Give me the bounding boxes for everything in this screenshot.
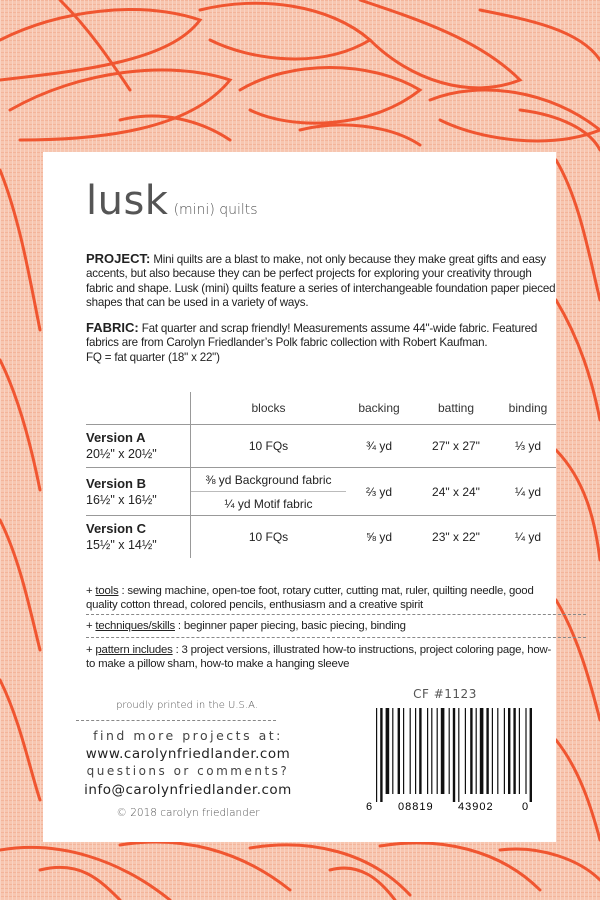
version-b-cell	[86, 468, 191, 516]
barcode-bar	[437, 708, 438, 794]
fq-note: FQ = fat quarter (18" x 22")	[86, 350, 220, 364]
project-label: PROJECT:	[86, 251, 151, 266]
table-row-version-c	[86, 516, 556, 559]
version-b-batting: 24" x 24"	[412, 468, 500, 516]
barcode-bar	[415, 708, 416, 794]
barcode-bar	[392, 708, 393, 794]
barcode-bar	[497, 708, 498, 794]
printed-note: proudly printed in the U.S.A.	[116, 700, 258, 711]
pattern-label: pattern includes	[95, 644, 173, 656]
header-empty	[86, 392, 191, 425]
table-row-version-b	[86, 468, 556, 492]
barcode-digits-right: 43902	[458, 801, 494, 813]
requirements-table	[86, 392, 556, 558]
pattern-text: : 3 project versions, illustrated how-to instructions, project coloring page, how-to make a pillow sham, how-to make a hanging sleeve	[86, 644, 552, 670]
table-row-version-a	[86, 425, 556, 468]
pattern-title	[86, 178, 258, 224]
version-a-cell	[86, 425, 191, 468]
divider	[86, 614, 586, 615]
barcode-bar	[519, 708, 520, 794]
techniques-text: : beginner paper piecing, basic piecing, binding	[174, 620, 406, 632]
barcode-bar	[492, 708, 493, 794]
barcode-bar	[504, 708, 505, 794]
barcode-bar	[419, 708, 421, 794]
header-binding: binding	[508, 401, 548, 415]
divider	[86, 637, 586, 638]
version-c-name: Version C	[86, 521, 146, 536]
questions-label: questions or comments?	[86, 764, 290, 778]
barcode-bar	[470, 708, 472, 794]
barcode-bar	[376, 708, 377, 802]
version-a-name: Version A	[86, 430, 146, 445]
version-a-blocks: 10 FQs	[191, 425, 347, 468]
barcode-bar	[403, 708, 404, 794]
barcode-bar	[398, 708, 400, 794]
barcode-digit-first: 6	[366, 801, 373, 813]
barcode-bar	[431, 708, 432, 794]
version-a-size: 20½" x 20½"	[86, 447, 157, 461]
content-card	[43, 152, 556, 842]
fabric-paragraph	[86, 321, 556, 365]
header-blocks: blocks	[191, 392, 347, 425]
version-a-batting: 27" x 27"	[412, 425, 500, 468]
barcode-bar	[525, 708, 526, 794]
version-c-blocks: 10 FQs	[191, 516, 347, 559]
barcode	[362, 704, 532, 814]
barcode-digit-last: 0	[522, 801, 529, 813]
techniques-prefix: +	[86, 620, 96, 632]
version-c-binding: ¼ yd	[500, 516, 556, 559]
barcode-bar	[458, 708, 459, 802]
website-link[interactable]: www.carolynfriedlander.com	[85, 746, 291, 762]
email-link[interactable]: info@carolynfriedlander.com	[84, 782, 292, 798]
barcode-bar	[530, 708, 532, 802]
version-a-binding: ⅓ yd	[500, 425, 556, 468]
barcode-digits-left: 08819	[398, 801, 434, 813]
techniques-note	[86, 619, 556, 633]
pattern-includes-note	[86, 643, 556, 671]
tools-label: tools	[95, 585, 119, 597]
barcode-bar	[465, 708, 466, 794]
version-b-blocks-background: ⅜ yd Background fabric	[191, 468, 347, 492]
project-text: Mini quilts are a blast to make, not only because they make great gifts and easy accents, but also because they can be perfect projects for exploring your creativity through fabric and shape. Lusk (mini) quilts feature a series of interchangeable foundation paper pieced shapes that can be used in a variety of ways.	[86, 253, 556, 310]
techniques-label: techniques/skills	[95, 620, 175, 632]
barcode-bar	[476, 708, 477, 794]
copyright: © 2018 carolyn friedlander	[116, 807, 260, 819]
barcode-bar	[427, 708, 428, 794]
version-b-name: Version B	[86, 475, 146, 491]
tools-note	[86, 584, 556, 612]
header-backing: backing	[358, 401, 400, 415]
barcode-bar	[513, 708, 515, 794]
title-sub: (mini) quilts	[173, 202, 258, 218]
barcode-bar	[380, 708, 382, 802]
version-c-size: 15½" x 14½"	[86, 538, 157, 552]
pattern-prefix: +	[86, 644, 96, 656]
barcode-bar	[410, 708, 411, 794]
version-c-cell	[86, 516, 191, 559]
product-code: CF #1123	[413, 687, 477, 701]
barcode-bar	[386, 708, 390, 794]
barcode-bar	[449, 708, 450, 794]
version-b-backing: ⅔ yd	[346, 468, 412, 516]
barcode-bar	[486, 708, 488, 794]
barcode-bar	[441, 708, 445, 794]
title-main: lusk	[86, 178, 169, 224]
version-a-backing: ¾ yd	[346, 425, 412, 468]
barcode-bar	[480, 708, 484, 794]
barcode-bar	[508, 708, 510, 794]
find-more-label: find more projects at:	[93, 728, 283, 743]
fabric-text: Fat quarter and scrap friendly! Measurements assume 44"-wide fabric. Featured fabrics are from Carolyn Friedlander’s Polk fabric collection with Robert Kaufman.	[86, 322, 538, 350]
version-b-binding: ¼ yd	[500, 468, 556, 516]
footer-divider	[76, 720, 276, 721]
tools-prefix: +	[86, 585, 96, 597]
barcode-bar	[453, 708, 455, 802]
fabric-label: FABRIC:	[86, 320, 139, 335]
version-c-batting: 23" x 22"	[412, 516, 500, 559]
project-paragraph	[86, 252, 556, 311]
header-batting: batting	[437, 401, 475, 415]
version-c-backing: ⅝ yd	[346, 516, 412, 559]
tools-text: : sewing machine, open-toe foot, rotary cutter, cutting mat, ruler, quilting needle, good quality cotton thread, colored pencils, enthusiasm and a creative spirit	[86, 585, 534, 611]
version-b-size: 16½" x 16½"	[86, 492, 157, 507]
version-b-blocks-motif: ¼ yd Motif fabric	[191, 492, 347, 516]
